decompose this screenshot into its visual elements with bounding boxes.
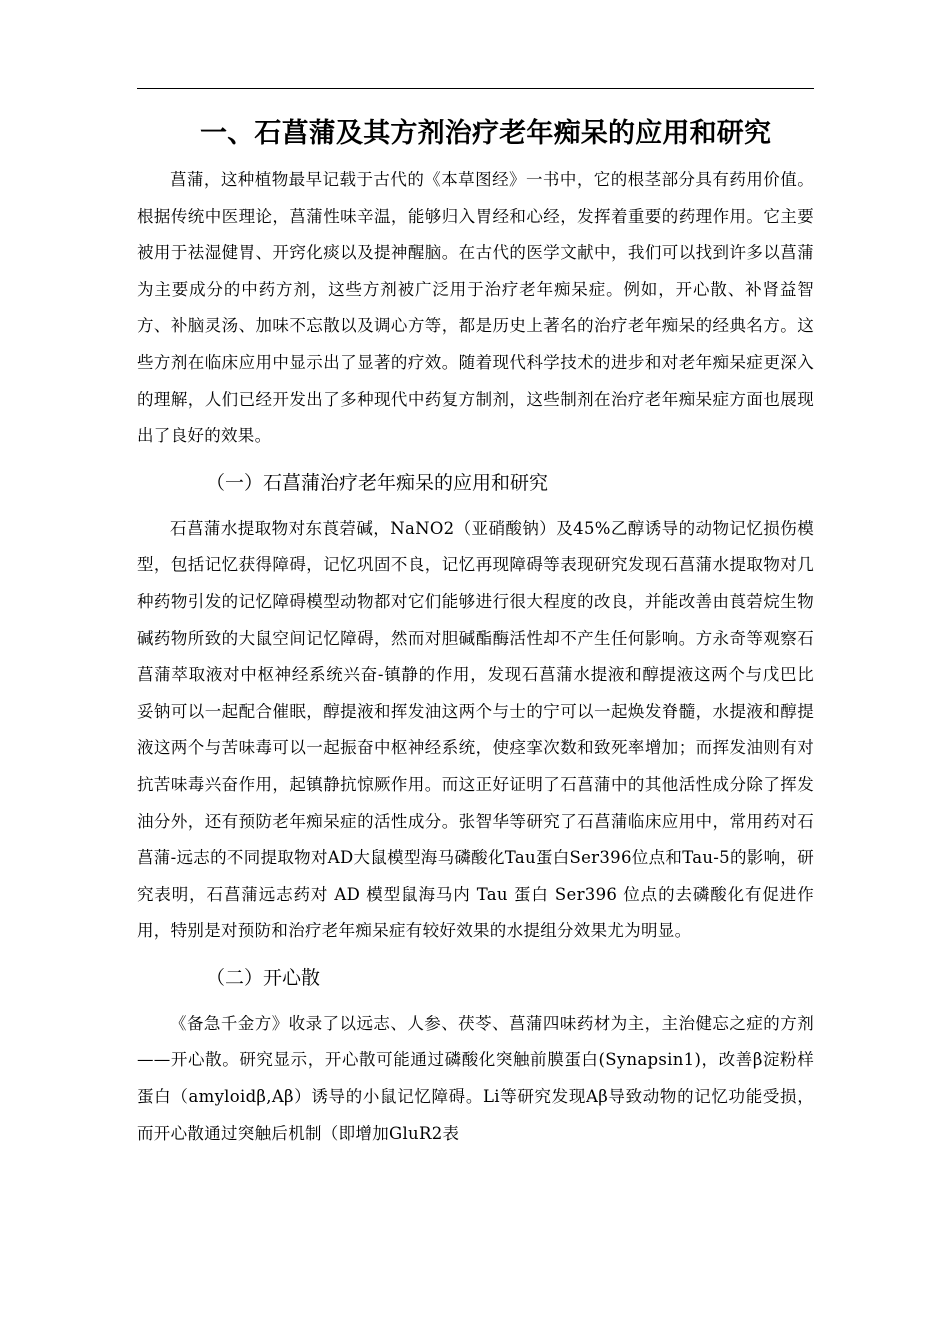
section-1-paragraph: 石菖蒲水提取物对东莨菪碱，NaNO2（亚硝酸钠）及45%乙醇诱导的动物记忆损伤模型，包括记忆获得障碍，记忆巩固不良，记忆再现障碍等表现研究发现石菖蒲水提取物对几种药物引发的记忆障碍模型动物都对它们能够进行很大程度的改良，并能改善由莨菪烷生物碱药物所致的大鼠空间记忆障碍，然而对胆碱酯酶活性却不产生任何影响。方永奇等观察石菖蒲萃取液对中枢神经系统兴奋-镇静的作用，发现石菖蒲水提液和醇提液这两个与戊巴比妥钠可以一起配合催眠，醇提液和挥发油这两个与士的宁可以一起焕发脊髓，水提液和醇提液这两个与苦味毒可以一起振奋中枢神经系统，使痉挛次数和致死率增加；而挥发油则有对抗苦味毒兴奋作用，起镇静抗惊厥作用。而这正好证明了石菖蒲中的其他活性成分除了挥发油分外，还有预防老年痴呆症的活性成分。张智华等研究了石菖蒲临床应用中，常用药对石菖蒲-远志的不同提取物对AD大鼠模型海马磷酸化Tau蛋白Ser396位点和Tau-5的影响，研究表明，石菖蒲远志药对 AD 模型鼠海马内 Tau 蛋白 Ser396 位点的去磷酸化有促进作用，特别是对预防和治疗老年痴呆症有较好效果的水提组分效果尤为明显。 <box>137 518 814 941</box>
section-2-paragraph: 《备急千金方》收录了以远志、人参、茯苓、菖蒲四味药材为主，主治健忘之症的方剂——开心散。研究显示，开心散可能通过磷酸化突触前膜蛋白(Synapsin1)，改善β淀粉样蛋白（amyloidβ,Aβ）诱导的小鼠记忆障碍。Li等研究发现Aβ导致动物的记忆功能受损，而开心散通过突触后机制（即增加GluR2表 <box>137 1013 814 1143</box>
page-title: 一、石菖蒲及其方剂治疗老年痴呆的应用和研究 <box>200 118 772 149</box>
intro-paragraph: 菖蒲，这种植物最早记载于古代的《本草图经》一书中，它的根茎部分具有药用价值。根据传统中医理论，菖蒲性味辛温，能够归入胃经和心经，发挥着重要的药理作用。它主要被用于祛湿健胃、开窍化痰以及提神醒脑。在古代的医学文献中，我们可以找到许多以菖蒲为主要成分的中药方剂，这些方剂被广泛用于治疗老年痴呆症。例如，开心散、补肾益智方、补脑灵汤、加味不忘散以及调心方等，都是历史上著名的治疗老年痴呆的经典名方。这些方剂在临床应用中显示出了显著的疗效。随着现代科学技术的进步和对老年痴呆症更深入的理解，人们已经开发出了多种现代中药复方制剂，这些制剂在治疗老年痴呆症方面也展现出了良好的效果。 <box>137 170 814 446</box>
section-heading-1: （一）石菖蒲治疗老年痴呆的应用和研究 <box>206 471 549 494</box>
document-body <box>137 106 814 1152</box>
section-heading-2: （二）开心散 <box>206 966 321 989</box>
header-rule <box>137 88 814 89</box>
